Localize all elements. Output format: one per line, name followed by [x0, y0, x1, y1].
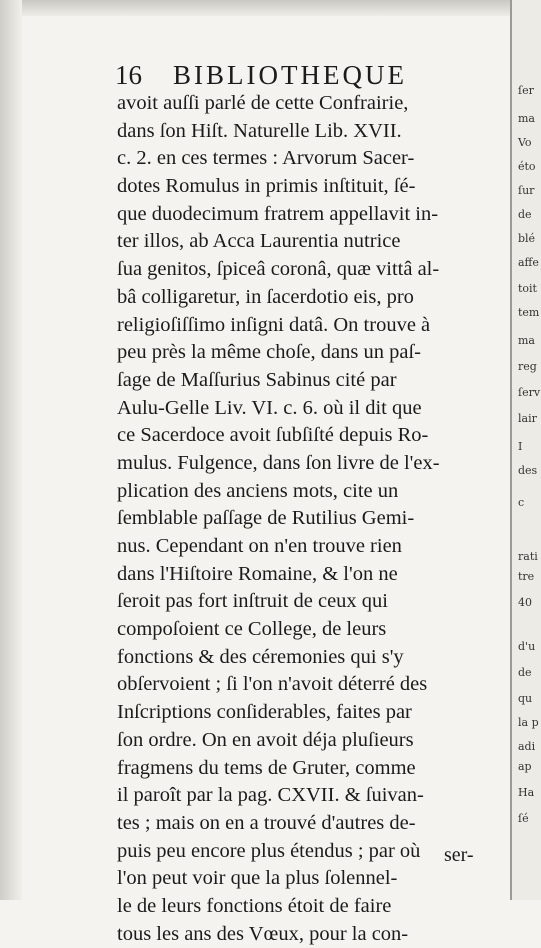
- text-line: ſon ordre. On en avoit déja pluſieurs: [117, 728, 414, 751]
- adjacent-page-fragment: adi: [518, 740, 536, 753]
- adjacent-page-fragment: ſerv: [518, 386, 541, 399]
- text-line: ſeroit pas fort inſtruit de ceux qui: [117, 590, 388, 613]
- text-line: ſua genitos, ſpiceâ coronâ, quæ vittâ al-: [117, 258, 440, 281]
- text-line: ſemblable paſſage de Rutilius Gemi-: [117, 507, 415, 530]
- text-line: nus. Cependant on n'en trouve rien: [117, 535, 402, 557]
- text-line: religioſiſſimo inſigni datâ. On trouve à: [117, 313, 431, 336]
- text-line: bâ colligaretur, in ſacerdotio eis, pro: [117, 285, 414, 308]
- adjacent-page-strip: [512, 0, 541, 900]
- adjacent-page-fragment: des: [518, 464, 538, 477]
- adjacent-page-fragment: Vo: [518, 136, 532, 149]
- adjacent-page-fragment: c: [518, 496, 525, 509]
- adjacent-page-fragment: ſer: [518, 84, 534, 97]
- adjacent-page-fragment: I: [518, 440, 523, 453]
- text-line: Aulu-Gelle Liv. VI. c. 6. où il dit que: [117, 396, 422, 419]
- adjacent-page-fragment: de: [518, 208, 532, 221]
- adjacent-page-fragment: reg: [518, 360, 537, 373]
- adjacent-page-fragment: tem: [518, 306, 540, 319]
- adjacent-page-fragment: 40: [518, 596, 532, 609]
- adjacent-page-fragment: d'u: [518, 640, 536, 653]
- scan-top-shadow: [0, 0, 541, 16]
- text-line: ce Sacerdoce avoit ſubſiſté depuis Ro-: [117, 424, 429, 447]
- text-line: mulus. Fulgence, dans ſon livre de l'ex-: [117, 451, 440, 474]
- text-line: dotes Romulus in primis inſtituit, ſé-: [117, 175, 416, 198]
- page-number: 16: [115, 60, 142, 90]
- adjacent-page-fragment: toit: [518, 282, 537, 295]
- text-line: tous les ans des Vœux, pour la con-: [117, 922, 409, 945]
- text-line: compoſoient ce College, de leurs: [117, 618, 387, 641]
- adjacent-page-fragment: la p: [518, 716, 539, 729]
- text-line: le de leurs fonctions étoit de faire: [117, 894, 392, 917]
- text-line: tes ; mais on en a trouvé d'autres de-: [117, 811, 416, 834]
- adjacent-page-fragment: affe: [518, 256, 539, 269]
- left-gutter-shadow: [0, 0, 22, 900]
- adjacent-page-fragment: ſur: [518, 184, 535, 197]
- catchword: ser-: [444, 844, 474, 866]
- adjacent-page-fragment: rati: [518, 550, 538, 563]
- text-line: dans ſon Hiſt. Naturelle Lib. XVII.: [117, 119, 402, 142]
- body-text: [117, 90, 484, 948]
- text-line: dans l'Hiſtoire Romaine, & l'on ne: [117, 562, 398, 585]
- adjacent-page-fragment: ma: [518, 334, 535, 347]
- adjacent-page-fragment: de: [518, 666, 532, 679]
- text-line: avoit auſſi parlé de cette Confrairie,: [117, 92, 409, 114]
- running-title: BIBLIOTHEQUE: [173, 60, 407, 90]
- adjacent-page-fragment: éto: [518, 160, 536, 173]
- text-line: fragmens du tems de Gruter, comme: [117, 756, 416, 779]
- text-line: il paroît par la pag. CXVII. & ſuivan-: [117, 784, 424, 807]
- text-line: ter illos, ab Acca Laurentia nutrice: [117, 230, 401, 253]
- text-line: obſervoient ; ſi l'on n'avoit déterré des: [117, 673, 428, 696]
- adjacent-page-fragment: lair: [518, 412, 537, 425]
- adjacent-page-fragment: qu: [518, 692, 533, 705]
- adjacent-page-fragment: Ha: [518, 786, 535, 799]
- text-line: que duodecimum fratrem appellavit in-: [117, 202, 439, 225]
- text-line: Inſcriptions conſiderables, faites par: [117, 701, 412, 724]
- text-line: puis peu encore plus étendus ; par où: [117, 839, 421, 862]
- adjacent-page-fragment: ſé: [518, 812, 529, 825]
- text-line: c. 2. en ces termes : Arvorum Sacer-: [117, 147, 415, 170]
- text-line: ſage de Maſſurius Sabinus cité par: [117, 368, 397, 391]
- text-line: plication des anciens mots, cite un: [117, 479, 399, 502]
- adjacent-page-fragment: ap: [518, 760, 532, 773]
- adjacent-page-fragment: tre: [518, 570, 535, 583]
- running-header: [115, 58, 510, 92]
- text-line: peu près la même choſe, dans un paſ-: [117, 341, 421, 364]
- adjacent-page-fragment: ma: [518, 112, 535, 125]
- adjacent-page-fragment: blé: [518, 232, 536, 245]
- text-line: fonctions & des céremonies qui s'y: [117, 645, 404, 668]
- text-line: l'on peut voir que la plus ſolennel-: [117, 867, 398, 890]
